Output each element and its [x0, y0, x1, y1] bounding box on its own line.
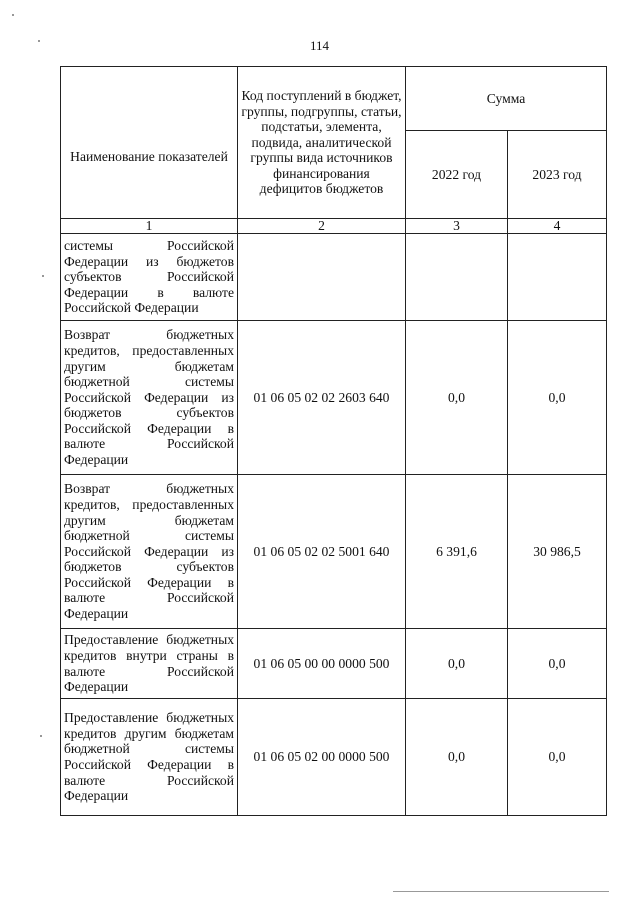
column-number: 1: [61, 219, 238, 234]
row-value-2023: 0,0: [508, 699, 607, 816]
scan-speck: [12, 14, 14, 16]
row-value-2022: 6 391,6: [406, 475, 508, 629]
table-row: [61, 234, 607, 321]
scan-speck: [42, 275, 44, 277]
row-name: Возврат бюджетных кредитов, предоставленных другим бюджетам бюджетной системы Российской Федерации из бюджетов субъектов Российской Федерации в валюте Российской Федерации: [61, 321, 238, 475]
row-value-2022: 0,0: [406, 321, 508, 475]
column-number: 4: [508, 219, 607, 234]
header-year-2022: 2022 год: [406, 131, 508, 219]
row-value-2022: [406, 234, 508, 321]
table-row: [61, 475, 607, 629]
row-code: 01 06 05 02 00 0000 500: [238, 699, 406, 816]
row-code: 01 06 05 00 00 0000 500: [238, 629, 406, 699]
header-name: Наименование показателей: [61, 67, 238, 219]
row-value-2023: [508, 234, 607, 321]
row-value-2023: 0,0: [508, 321, 607, 475]
table-row: [61, 629, 607, 699]
budget-sources-table: [60, 66, 607, 816]
row-code: 01 06 05 02 02 5001 640: [238, 475, 406, 629]
column-number-row: [61, 219, 607, 234]
table-row: [61, 699, 607, 816]
table-row: [61, 321, 607, 475]
column-number: 2: [238, 219, 406, 234]
row-value-2022: 0,0: [406, 629, 508, 699]
header-sum: Сумма: [406, 67, 607, 131]
row-value-2023: 0,0: [508, 629, 607, 699]
header-year-2023: 2023 год: [508, 131, 607, 219]
row-name: системы Российской Федерации из бюджетов субъектов Российской Федерации в валюте Российской Федерации: [61, 234, 238, 321]
scan-edge-line: [393, 891, 609, 892]
row-value-2023: 30 986,5: [508, 475, 607, 629]
page-number: 114: [309, 38, 330, 53]
row-code: [238, 234, 406, 321]
column-number: 3: [406, 219, 508, 234]
scan-speck: [40, 735, 42, 737]
row-name: Возврат бюджетных кредитов, предоставленных другим бюджетам бюджетной системы Российской Федерации из бюджетов субъектов Российской Федерации в валюте Российской Федерации: [61, 475, 238, 629]
row-name: Предоставление бюджетных кредитов другим бюджетам бюджетной системы Российской Федерации в валюте Российской Федерации: [61, 699, 238, 816]
scan-speck: [38, 40, 40, 42]
row-code: 01 06 05 02 02 2603 640: [238, 321, 406, 475]
header-code: Код поступлений в бюджет, группы, подгруппы, статьи, подстатьи, элемента, подвида, аналитической группы вида источников финансирования дефицитов бюджетов: [238, 67, 406, 219]
row-value-2022: 0,0: [406, 699, 508, 816]
row-name: Предоставление бюджетных кредитов внутри страны в валюте Российской Федерации: [61, 629, 238, 699]
